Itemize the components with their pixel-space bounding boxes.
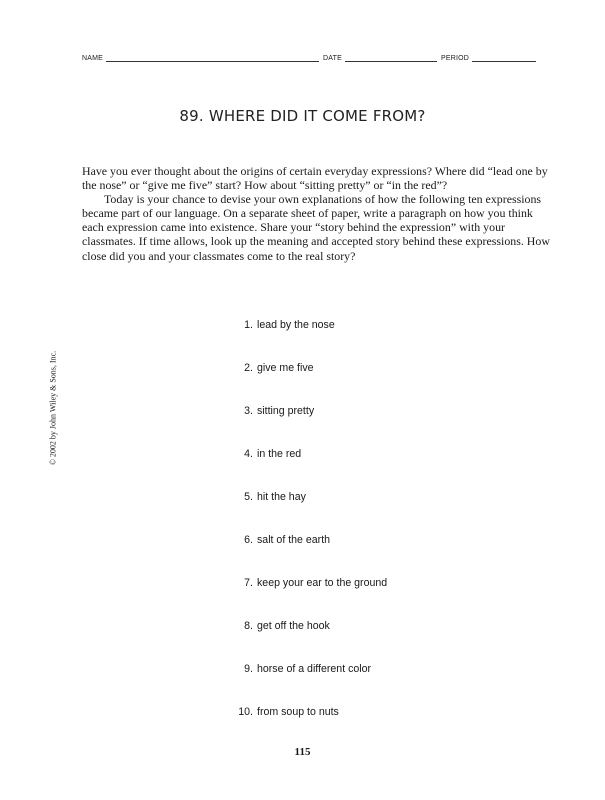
period-label: PERIOD — [440, 55, 470, 62]
item-number: 7. — [244, 577, 253, 589]
page-number: 115 — [294, 746, 311, 758]
list-item — [229, 533, 387, 576]
item-number: 6. — [244, 534, 253, 546]
item-text: salt of the earth — [257, 534, 331, 546]
item-text: in the red — [257, 448, 302, 460]
list-item — [229, 576, 387, 619]
item-number: 1. — [244, 319, 253, 331]
list-item — [229, 705, 387, 748]
instructions-paragraph: Today is your chance to devise your own explanations of how the following ten expressions became part of our language. On a separate sheet of paper, write a paragraph on how you think each expression came into existence. Share your “story behind the expression” with your classmates. If time allows, look up the meaning and accepted story behind these expressions. How close did you and your classmates come to the real story? — [82, 192, 550, 263]
list-item — [229, 361, 387, 404]
student-info-header — [82, 53, 552, 62]
name-blank-line[interactable] — [106, 53, 319, 62]
item-number: 3. — [244, 405, 253, 417]
item-number: 8. — [244, 620, 253, 632]
instructions — [82, 164, 552, 263]
item-text: keep your ear to the ground — [257, 577, 388, 589]
item-number: 9. — [244, 663, 253, 675]
item-text: sitting pretty — [257, 405, 315, 417]
list-item — [229, 662, 387, 705]
list-item — [229, 404, 387, 447]
item-number: 2. — [244, 362, 253, 374]
item-text: horse of a different color — [257, 663, 372, 675]
date-label: DATE — [323, 55, 342, 62]
item-text: give me five — [257, 362, 314, 374]
item-text: get off the hook — [257, 620, 330, 632]
item-number: 4. — [244, 448, 253, 460]
expression-list — [229, 318, 387, 748]
date-blank-line[interactable] — [345, 53, 437, 62]
list-item — [229, 619, 387, 662]
period-blank-line[interactable] — [472, 53, 536, 62]
list-item — [229, 490, 387, 533]
item-text: hit the hay — [257, 491, 306, 503]
intro-paragraph: Have you ever thought about the origins of certain everyday expressions? Where did “lead one by the nose” or “give me five” start? How about “sitting pretty” or “in the red”? — [82, 164, 548, 193]
item-number: 10. — [238, 706, 253, 718]
name-label: NAME — [82, 55, 104, 62]
item-text: from soup to nuts — [257, 706, 339, 718]
list-item — [229, 447, 387, 490]
list-item — [229, 318, 387, 361]
copyright-notice: © 2002 by John Wiley & Sons, Inc. — [48, 350, 58, 466]
item-text: lead by the nose — [257, 319, 335, 331]
item-number: 5. — [244, 491, 253, 503]
page-title: 89. WHERE DID IT COME FROM? — [179, 107, 426, 125]
